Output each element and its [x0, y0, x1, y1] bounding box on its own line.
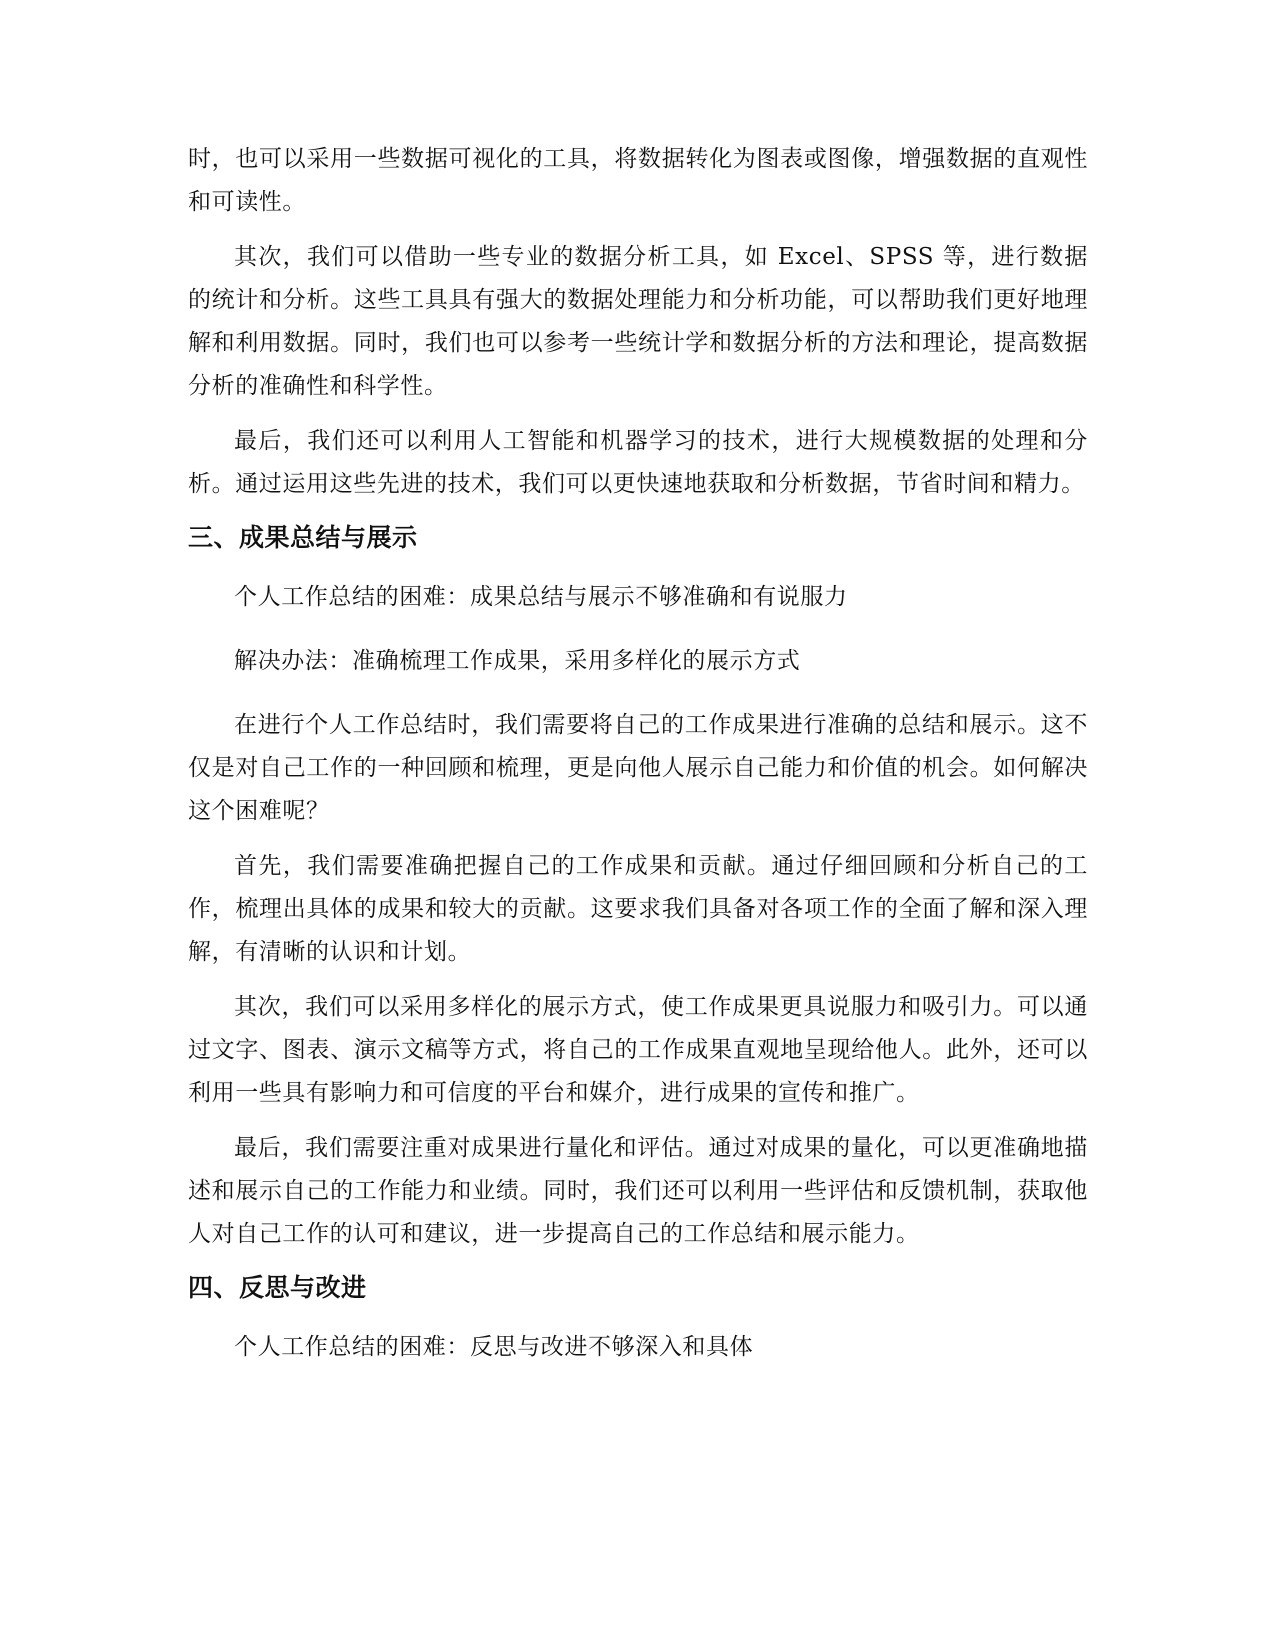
paragraph-results-difficulty: 个人工作总结的困难：成果总结与展示不够准确和有说服力 — [234, 584, 848, 610]
paragraph-results-second: 其次，我们可以采用多样化的展示方式，使工作成果更具说服力和吸引力。可以通过文字、图表、演示文稿等方式，将自己的工作成果直观地呈现给他人。此外，还可以利用一些具有影响力和可信度的平台和媒介，进行成果的宣传和推广。 — [188, 994, 1088, 1106]
paragraph-results-intro: 在进行个人工作总结时，我们需要将自己的工作成果进行准确的总结和展示。这不仅是对自己工作的一种回顾和梳理，更是向他人展示自己能力和价值的机会。如何解决这个困难呢？ — [188, 712, 1088, 824]
document-page — [188, 138, 1088, 1390]
section-heading-reflection-improvement: 四、反思与改进 — [188, 1273, 367, 1302]
paragraph-results-last: 最后，我们需要注重对成果进行量化和评估。通过对成果的量化，可以更准确地描述和展示自己的工作能力和业绩。同时，我们还可以利用一些评估和反馈机制，获取他人对自己工作的认可和建议，进一步提高自己的工作总结和展示能力。 — [188, 1135, 1088, 1247]
paragraph-data-analysis-tools: 其次，我们可以借助一些专业的数据分析工具，如 Excel、SPSS 等，进行数据的统计和分析。这些工具具有强大的数据处理能力和分析功能，可以帮助我们更好地理解和利用数据。同时，我们也可以参考一些统计学和数据分析的方法和理论，提高数据分析的准确性和科学性。 — [188, 244, 1088, 399]
section-heading-results-summary: 三、成果总结与展示 — [188, 523, 418, 552]
paragraph-ai-machine-learning: 最后，我们还可以利用人工智能和机器学习的技术，进行大规模数据的处理和分析。通过运用这些先进的技术，我们可以更快速地获取和分析数据，节省时间和精力。 — [188, 428, 1088, 497]
paragraph-results-first: 首先，我们需要准确把握自己的工作成果和贡献。通过仔细回顾和分析自己的工作，梳理出具体的成果和较大的贡献。这要求我们具备对各项工作的全面了解和深入理解，有清晰的认识和计划。 — [188, 853, 1088, 965]
paragraph-results-solution: 解决办法：准确梳理工作成果，采用多样化的展示方式 — [234, 648, 801, 674]
paragraph-reflection-difficulty: 个人工作总结的困难：反思与改进不够深入和具体 — [234, 1334, 754, 1360]
paragraph-data-visualization-continued: 时，也可以采用一些数据可视化的工具，将数据转化为图表或图像，增强数据的直观性和可读性。 — [188, 146, 1088, 215]
